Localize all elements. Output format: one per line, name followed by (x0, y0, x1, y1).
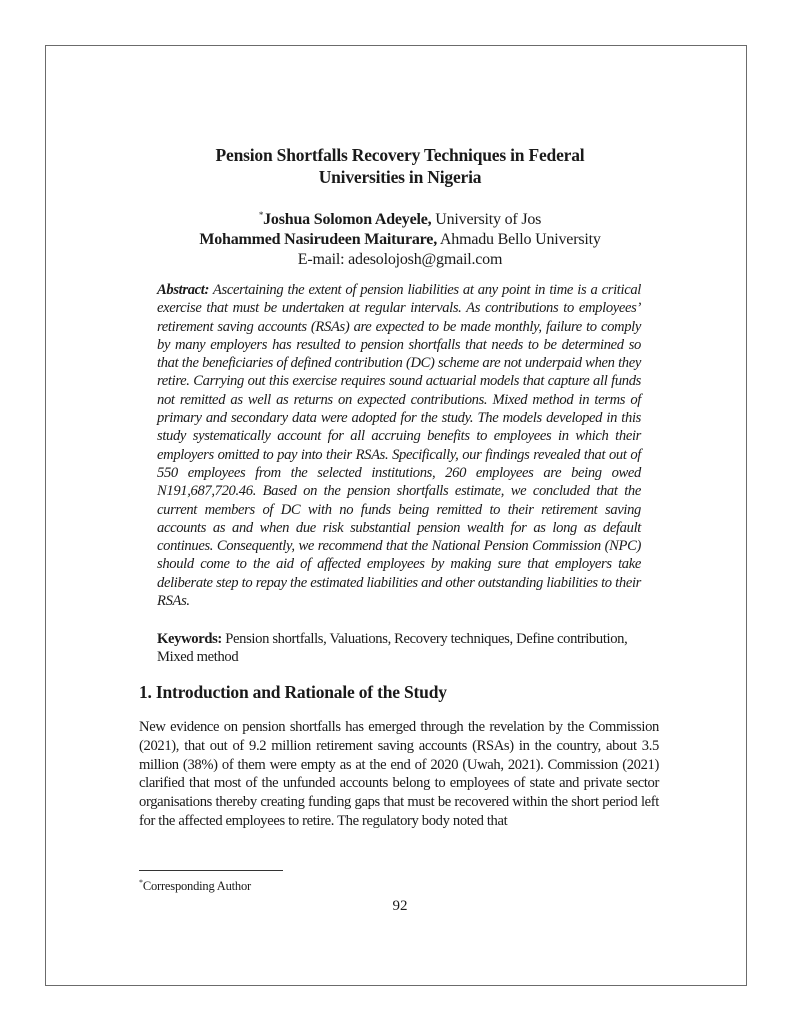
paper-title (0, 144, 800, 188)
title-line-2: Universities in Nigeria (318, 167, 482, 187)
section-body: New evidence on pension shortfalls has emerged through the revelation by the Commission (2021), that out of 9.2 million retirement saving accounts (RSAs) in the country, about 3.5 million (38%) of them were empty as at the end of 2020 (Uwah, 2021). Commission (2021) clarified that most of the unfunded accounts belong to employees of state and private sector organisations thereby creating funding gaps that must be recovered within the short period left for the affected employees to retire. The regulatory body noted that (139, 719, 659, 829)
abstract-label: Abstract: (157, 282, 209, 298)
keywords-label: Keywords: (157, 631, 222, 647)
author-name: Joshua Solomon Adeyele, (263, 211, 432, 228)
footnote-text: Corresponding Author (142, 879, 251, 893)
page-number: 92 (392, 898, 408, 914)
section-heading: 1. Introduction and Rationale of the Study (139, 682, 447, 702)
abstract-text: Ascertaining the extent of pension liabilities at any point in time is a critical exercise that must be undertaken at regular intervals. As contributions to employees’ retirement saving accounts (RSAs) are expected to be made monthly, failure to comply by many employers has resulted to pension shortfalls that needs to be determined so that the beneficiaries of defined contribution (DC) scheme are not underpaid when they retire. Carrying out this exercise requires sound actuarial models that capture all funds not remitted as well as returns on expected contributions. Mixed method in terms of primary and secondary data were adopted for the study. The models developed in this study systematically account for all accruing benefits to employees in which their employers omitted to pay into their RSAs. Specifically, our findings revealed that out of 550 employees from the selected institutions, 260 employees are being owed N191,687,720.46. Based on the pension shortfalls estimate, we concluded that the current members of DC with no funds being remitted to their retirement saving accounts as and when due risk substantial pension wealth for as long as default continues. Consequently, we recommend that the National Pension Commission (NPC) should come to the aid of affected employees by making sure that employers take deliberate step to repay the estimated liabilities and other outstanding liabilities to their RSAs. (157, 282, 641, 610)
author-affiliation: University of Jos (431, 211, 542, 228)
footnote-marker: * (139, 878, 143, 887)
title-line-1: Pension Shortfalls Recovery Techniques in Federal (215, 145, 585, 165)
author-block (0, 205, 800, 270)
abstract (157, 281, 641, 610)
author-name: Mohammed Nasirudeen Maiturare, (199, 231, 438, 248)
author-line (0, 205, 800, 230)
keywords (157, 630, 647, 667)
footnote-divider (139, 870, 283, 871)
footnote (139, 875, 251, 894)
author-email: E-mail: adesolojosh@gmail.com (297, 251, 503, 268)
author-line (0, 230, 800, 250)
corresponding-marker: * (258, 210, 264, 220)
keywords-text: Pension shortfalls, Valuations, Recovery techniques, Define contribution, Mixed method (157, 631, 628, 666)
author-affiliation: Ahmadu Bello University (437, 231, 601, 248)
